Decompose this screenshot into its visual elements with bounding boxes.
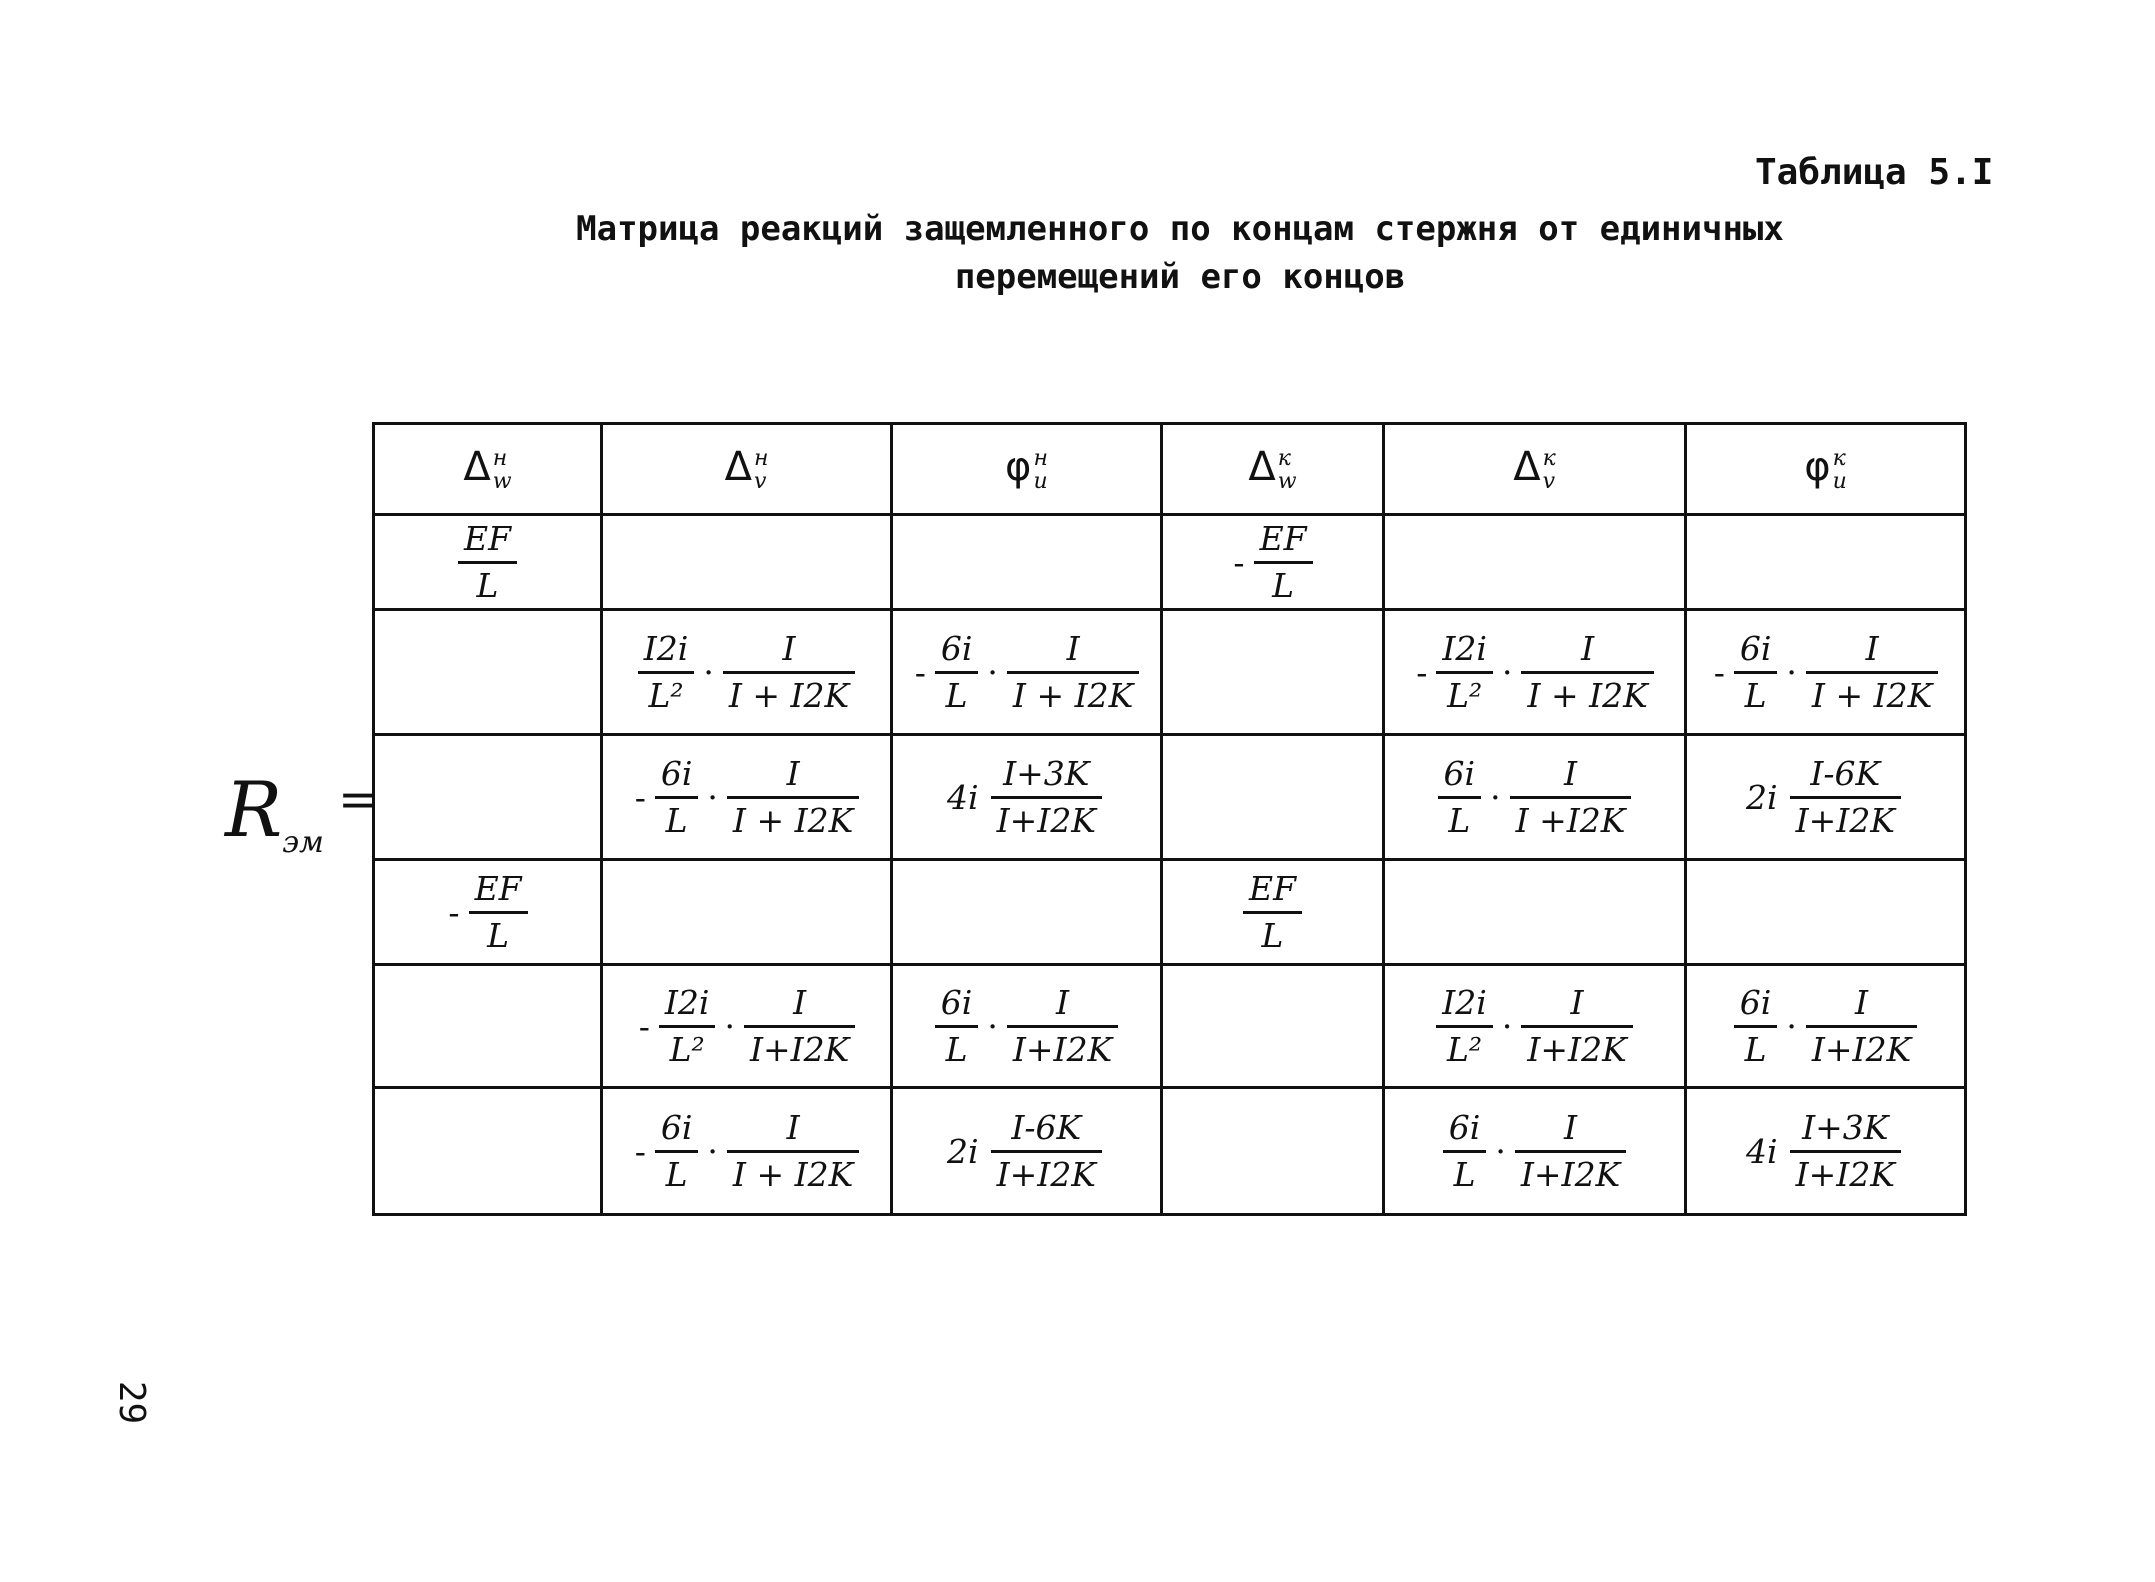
- matrix-cell-empty: [892, 515, 1162, 610]
- matrix-cell-empty: [602, 515, 892, 610]
- matrix-row: [374, 515, 1966, 610]
- multiply-dot: ·: [1786, 1006, 1797, 1046]
- matrix-cell: [1162, 860, 1384, 965]
- header-symbol: φ: [1005, 444, 1032, 491]
- coefficient: 4i: [1746, 1131, 1778, 1171]
- denominator: L: [665, 800, 688, 840]
- cell-expression: [947, 754, 1106, 840]
- multiply-dot: ·: [724, 1006, 735, 1046]
- cell-expression: [634, 629, 859, 715]
- matrix-cell: [1384, 1088, 1686, 1215]
- header-subscript: u: [1832, 469, 1847, 495]
- matrix-cell-empty: [374, 1088, 602, 1215]
- header-superscript: н: [753, 446, 769, 472]
- cell-expression: [1432, 983, 1636, 1069]
- fraction: [744, 983, 855, 1069]
- page-number: 29: [111, 1380, 153, 1425]
- matrix-cell-empty: [374, 735, 602, 860]
- fraction: [1007, 629, 1139, 715]
- title-line-2: перемещений его концов: [954, 257, 1406, 297]
- header-superscript: н: [492, 446, 508, 472]
- denominator: I+I2K: [1012, 1029, 1113, 1069]
- cell-expression: [1746, 754, 1905, 840]
- fraction: [1806, 983, 1917, 1069]
- denominator: L²: [648, 675, 684, 715]
- matrix-cell-empty: [1162, 965, 1384, 1088]
- numerator: I: [1510, 754, 1632, 799]
- denominator: I+I2K: [1811, 1029, 1912, 1069]
- matrix-cell: [1686, 965, 1966, 1088]
- numerator: 6i: [655, 1108, 699, 1153]
- fraction: [1734, 983, 1778, 1069]
- fraction: [1254, 519, 1313, 605]
- sign: -: [1233, 542, 1245, 582]
- matrix-cell-empty: [1162, 610, 1384, 735]
- header-subscript: u: [1033, 469, 1048, 495]
- numerator: I2i: [659, 983, 716, 1028]
- denominator: L²: [1447, 675, 1483, 715]
- denominator: I+I2K: [1795, 800, 1895, 840]
- matrix-cell: [1162, 515, 1384, 610]
- denominator: L²: [1446, 1029, 1483, 1069]
- numerator: I-6K: [991, 1108, 1102, 1153]
- multiply-dot: ·: [987, 1006, 998, 1046]
- numerator: 6i: [935, 983, 979, 1028]
- coefficient: 2i: [1746, 777, 1778, 817]
- matrix-subscript: эм: [282, 825, 324, 861]
- matrix-cell-empty: [1384, 860, 1686, 965]
- cell-expression: [931, 983, 1122, 1069]
- sign: -: [634, 777, 646, 817]
- numerator: I: [1521, 983, 1632, 1028]
- header-cell: [1686, 424, 1966, 515]
- cell-expression: [1709, 629, 1943, 715]
- multiply-dot: ·: [1495, 1131, 1506, 1171]
- header-symbol: Δ: [1248, 444, 1276, 491]
- denominator: I + I2K: [1012, 675, 1134, 715]
- matrix-cell: [374, 515, 602, 610]
- matrix-cell: [602, 735, 892, 860]
- numerator: EF: [469, 869, 528, 914]
- cell-expression: [634, 983, 860, 1069]
- matrix-row: [374, 610, 1966, 735]
- multiply-dot: ·: [707, 1131, 718, 1171]
- multiply-dot: ·: [987, 652, 998, 692]
- matrix-cell-empty: [1162, 735, 1384, 860]
- cell-expression: [1411, 629, 1658, 715]
- denominator: L: [476, 565, 499, 605]
- numerator: 6i: [1734, 629, 1778, 674]
- denominator: I +I2K: [1515, 800, 1626, 840]
- denominator: L: [1453, 1154, 1476, 1194]
- numerator: EF: [1243, 869, 1302, 914]
- matrix-cell-empty: [374, 610, 602, 735]
- table-title: [560, 205, 1800, 301]
- denominator: I+I2K: [1527, 1029, 1627, 1069]
- fraction: [469, 869, 528, 955]
- fraction: [1790, 754, 1901, 840]
- header-subscript: w: [1277, 469, 1297, 495]
- matrix-cell: [1686, 1088, 1966, 1215]
- header-row: [374, 424, 1966, 515]
- matrix-cell: [374, 860, 602, 965]
- matrix-cell: [892, 965, 1162, 1088]
- multiply-dot: ·: [1501, 652, 1513, 692]
- fraction: [1515, 1108, 1626, 1194]
- numerator: I+3K: [1790, 1108, 1901, 1153]
- fraction: [1436, 983, 1493, 1069]
- header-superscript: к: [1832, 446, 1846, 472]
- sign: -: [1416, 652, 1428, 692]
- cell-expression: [1434, 754, 1636, 840]
- fraction: [1790, 1108, 1901, 1194]
- header-symbol: Δ: [1513, 444, 1541, 491]
- cell-expression: [630, 754, 864, 840]
- numerator: 6i: [1734, 983, 1778, 1028]
- numerator: I: [1007, 983, 1118, 1028]
- numerator: I2i: [1436, 983, 1493, 1028]
- matrix-cell-empty: [374, 965, 602, 1088]
- numerator: 6i: [1438, 754, 1482, 799]
- numerator: I: [727, 1108, 859, 1153]
- fraction: [1734, 629, 1778, 715]
- denominator: L: [1261, 915, 1284, 955]
- denominator: I + I2K: [728, 675, 850, 715]
- denominator: L: [1744, 675, 1767, 715]
- matrix-row: [374, 860, 1966, 965]
- sign: -: [634, 1131, 646, 1171]
- sign: -: [638, 1006, 650, 1046]
- cell-expression: [1746, 1108, 1905, 1194]
- matrix-cell-empty: [1384, 515, 1686, 610]
- matrix-row: [374, 1088, 1966, 1215]
- sign: -: [914, 652, 926, 692]
- fraction: [655, 1108, 699, 1194]
- numerator: I: [1515, 1108, 1626, 1153]
- matrix-cell: [1686, 610, 1966, 735]
- numerator: I2i: [638, 629, 695, 674]
- fraction: [638, 629, 695, 715]
- multiply-dot: ·: [707, 777, 718, 817]
- matrix-row: [374, 965, 1966, 1088]
- matrix-cell-empty: [1162, 1088, 1384, 1215]
- denominator: L: [665, 1154, 688, 1194]
- fraction: [991, 754, 1102, 840]
- fraction: [991, 1108, 1102, 1194]
- header-symbol: Δ: [463, 444, 491, 491]
- matrix-cell: [1384, 735, 1686, 860]
- cell-expression: [1439, 1108, 1630, 1194]
- fraction: [1510, 754, 1632, 840]
- fraction: [655, 754, 699, 840]
- numerator: I: [1521, 629, 1653, 674]
- cell-expression: [1239, 869, 1306, 955]
- numerator: I2i: [1436, 629, 1493, 674]
- matrix-cell: [1686, 735, 1966, 860]
- matrix-cell: [602, 965, 892, 1088]
- denominator: L: [1448, 800, 1471, 840]
- matrix-cell-empty: [602, 860, 892, 965]
- fraction: [1443, 1108, 1487, 1194]
- header-cell: [1162, 424, 1384, 515]
- cell-expression: [443, 869, 531, 955]
- denominator: I + I2K: [732, 1154, 854, 1194]
- fraction: [1521, 983, 1632, 1069]
- matrix-cell: [892, 735, 1162, 860]
- matrix-cell-empty: [1686, 515, 1966, 610]
- header-cell: [602, 424, 892, 515]
- denominator: I+I2K: [996, 1154, 1096, 1194]
- cell-expression: [1730, 983, 1921, 1069]
- denominator: L: [945, 1029, 968, 1069]
- matrix-row: [374, 735, 1966, 860]
- sign: -: [1713, 652, 1725, 692]
- header-cell: [892, 424, 1162, 515]
- numerator: EF: [1254, 519, 1313, 564]
- title-line-1: Матрица реакций защемленного по концам стержня от единичных: [576, 209, 1784, 249]
- header-subscript: v: [753, 469, 767, 495]
- numerator: 6i: [655, 754, 699, 799]
- header-superscript: к: [1542, 446, 1556, 472]
- denominator: L: [487, 915, 510, 955]
- numerator: I: [723, 629, 855, 674]
- cell-expression: [630, 1108, 864, 1194]
- multiply-dot: ·: [703, 652, 714, 692]
- cell-expression: [1228, 519, 1316, 605]
- matrix-cell: [1384, 965, 1686, 1088]
- header-superscript: н: [1033, 446, 1048, 472]
- numerator: I: [1806, 983, 1917, 1028]
- multiply-dot: ·: [1490, 777, 1501, 817]
- numerator: 6i: [935, 629, 979, 674]
- reaction-matrix-table: [372, 422, 1967, 1216]
- numerator: I: [744, 983, 855, 1028]
- fraction: [1436, 629, 1493, 715]
- numerator: I: [727, 754, 859, 799]
- numerator: EF: [458, 519, 517, 564]
- table-number: Таблица 5.I: [1755, 152, 1994, 193]
- header-superscript: к: [1277, 446, 1291, 472]
- cell-expression: [947, 1108, 1106, 1194]
- matrix-cell: [602, 610, 892, 735]
- cell-expression: [454, 519, 521, 605]
- fraction: [1438, 754, 1482, 840]
- matrix-cell-empty: [892, 860, 1162, 965]
- coefficient: 2i: [947, 1131, 979, 1171]
- matrix-cell: [892, 1088, 1162, 1215]
- denominator: L: [945, 675, 968, 715]
- fraction: [659, 983, 716, 1069]
- matrix-cell: [892, 610, 1162, 735]
- numerator: I-6K: [1790, 754, 1901, 799]
- cell-expression: [910, 629, 1144, 715]
- fraction: [458, 519, 517, 605]
- header-subscript: v: [1542, 469, 1556, 495]
- denominator: L: [1272, 565, 1295, 605]
- sign: -: [448, 892, 460, 932]
- matrix-cell: [602, 1088, 892, 1215]
- fraction: [1806, 629, 1938, 715]
- denominator: I+I2K: [749, 1029, 850, 1069]
- denominator: I + I2K: [732, 800, 854, 840]
- fraction: [1007, 983, 1118, 1069]
- matrix-equals: =: [337, 770, 380, 828]
- denominator: I+I2K: [1520, 1154, 1621, 1194]
- fraction: [935, 629, 979, 715]
- fraction: [727, 754, 859, 840]
- header-symbol: φ: [1804, 444, 1831, 491]
- denominator: I + I2K: [1527, 675, 1648, 715]
- multiply-dot: ·: [1501, 1006, 1513, 1046]
- header-symbol: Δ: [724, 444, 752, 491]
- numerator: I: [1007, 629, 1139, 674]
- fraction: [723, 629, 855, 715]
- numerator: I: [1806, 629, 1938, 674]
- denominator: L²: [669, 1029, 705, 1069]
- numerator: I+3K: [991, 754, 1102, 799]
- header-cell: [1384, 424, 1686, 515]
- fraction: [1521, 629, 1653, 715]
- fraction: [727, 1108, 859, 1194]
- multiply-dot: ·: [1786, 652, 1797, 692]
- denominator: I+I2K: [996, 800, 1096, 840]
- denominator: I+I2K: [1795, 1154, 1895, 1194]
- denominator: I + I2K: [1811, 675, 1933, 715]
- matrix-symbol: R: [225, 765, 283, 854]
- header-cell: [374, 424, 602, 515]
- header-subscript: w: [492, 469, 512, 495]
- denominator: L: [1744, 1029, 1767, 1069]
- matrix-cell-empty: [1686, 860, 1966, 965]
- numerator: 6i: [1443, 1108, 1487, 1153]
- coefficient: 4i: [947, 777, 979, 817]
- fraction: [1243, 869, 1302, 955]
- fraction: [935, 983, 979, 1069]
- matrix-label: [225, 765, 380, 860]
- matrix-cell: [1384, 610, 1686, 735]
